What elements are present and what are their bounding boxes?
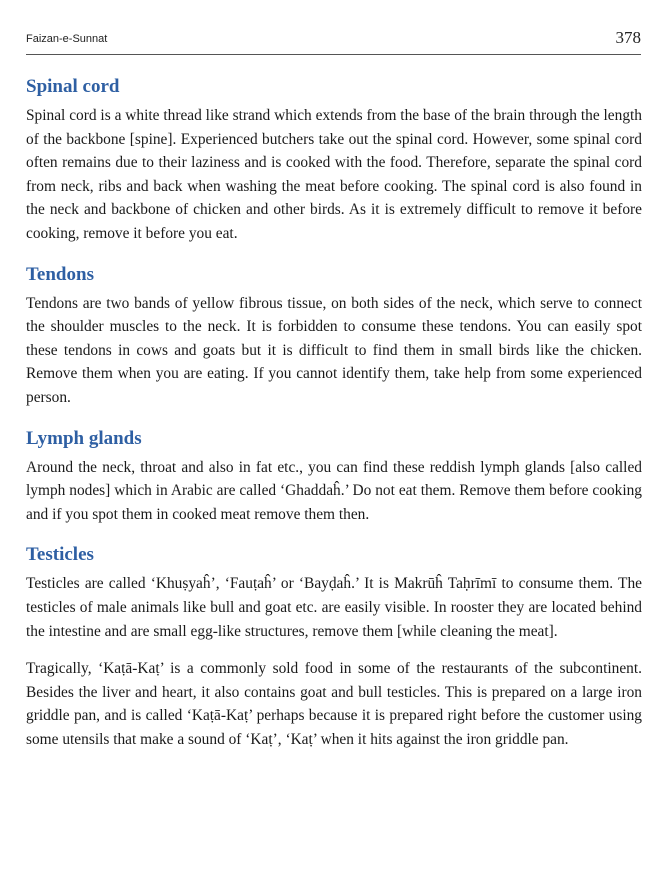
running-header (26, 26, 641, 55)
paragraph: Around the neck, throat and also in fat etc., you can find these reddish lymph glands [also called lymph nodes] which in Arabic are called ‘Ghaddaĥ.’ Do not eat them. Remove them before cooking and if you spot them in cooked meat remove them then. (26, 458, 642, 523)
section-heading: Lymph glands (26, 427, 142, 449)
section-heading: Tendons (26, 263, 94, 285)
section-heading: Spinal cord (26, 76, 120, 97)
paragraph: Testicles are called ‘Khuṣyaĥ’, ‘Fauṭaĥ’ or ‘Bayḍaĥ.’ It is Makrūĥ Taḥrīmī to consume them. The testicles of male animals like bull and goat etc. are easily visible. In rooster they are located behind the intestine and are small egg-like structures, remove them [while cleaning the meat]. (26, 575, 642, 640)
section-heading: Testicles (26, 544, 94, 566)
page-number: 378 (615, 28, 641, 47)
paragraph: Spinal cord is a white thread like strand which extends from the base of the brain through the length of the backbone [spine]. Experienced butchers take out the spinal cord. However, some spinal cord often remains due to their laziness and is cooked with the food. Therefore, separate the spinal cord from neck, ribs and back when washing the meat before cooking. The spinal cord is also found in the neck and backbone of chicken and other birds. As it is extremely difficult to remove it before cooking, remove it before you eat. (26, 107, 642, 242)
paragraph: Tendons are two bands of yellow fibrous tissue, on both sides of the neck, which serve to connect the shoulder muscles to the neck. It is forbidden to consume these tendons. You can easily spot these tendons in cows and goats but it is difficult to find them in small birds like the chicken. Remove them when you are eating. If you cannot identify them, take help from some experienced person. (26, 294, 642, 406)
section-tendons (26, 262, 642, 410)
book-title: Faizan-e-Sunnat (26, 33, 108, 45)
page-content (26, 60, 642, 751)
section-testicles (26, 542, 642, 751)
section-spinal-cord (26, 74, 642, 246)
section-lymph-glands (26, 426, 642, 527)
paragraph: Tragically, ‘Kaṭā-Kaṭ’ is a commonly sold food in some of the restaurants of the subcontinent. Besides the liver and heart, it also contains goat and bull testicles. This is prepared on a large iron griddle pan, and is called ‘Kaṭā-Kaṭ’ perhaps because it is prepared right before the customer using some utensils that make a sound of ‘Kaṭ’, ‘Kaṭ’ when it hits against the iron griddle pan. (26, 660, 642, 748)
